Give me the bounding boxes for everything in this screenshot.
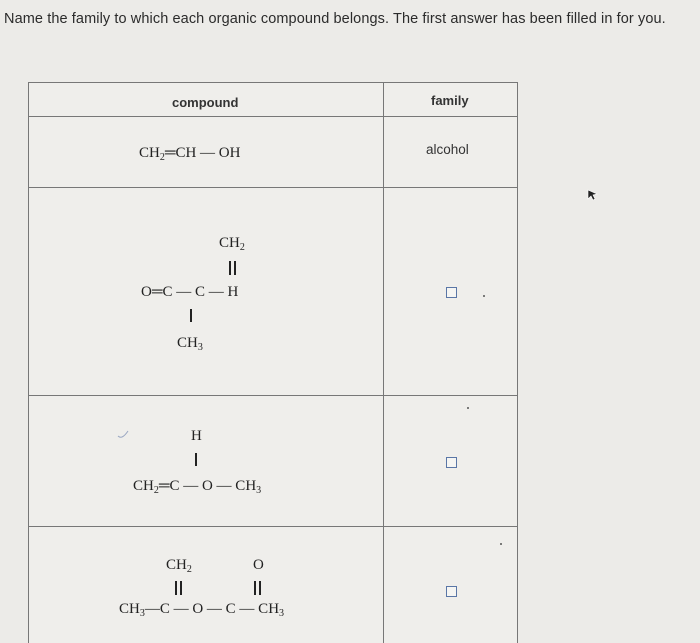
family-answer-box[interactable]	[446, 287, 457, 298]
compound-formula-top: $CH_2$	[219, 235, 245, 253]
mouse-cursor-icon	[586, 188, 600, 202]
pencil-mark	[117, 428, 131, 442]
family-answer: alcohol	[426, 142, 469, 157]
row-divider	[29, 116, 517, 117]
family-answer-box[interactable]	[446, 457, 457, 468]
single-bond	[190, 309, 192, 322]
family-answer-box[interactable]	[446, 586, 457, 597]
compound-formula-main: $CH_3—C$ — O — C — $CH_3$	[119, 601, 285, 619]
double-bond	[175, 581, 177, 595]
speck	[467, 407, 469, 409]
compound-formula-main: O═C — C — H	[141, 284, 239, 300]
single-bond	[195, 453, 197, 466]
column-divider	[383, 83, 384, 643]
speck	[483, 295, 485, 297]
double-bond	[254, 581, 256, 595]
compound-formula-main: $CH_2═C$ — O — $CH_3$	[133, 478, 262, 496]
compound-header: compound	[172, 95, 239, 110]
double-bond	[259, 581, 261, 595]
compound-formula-top-left: $CH_2$	[166, 557, 192, 575]
row-divider	[29, 526, 517, 527]
speck	[500, 543, 502, 545]
double-bond	[229, 261, 231, 275]
compound-formula: $CH_2═CH$ — OH	[139, 145, 241, 163]
double-bond	[234, 261, 236, 275]
compound-family-table	[28, 82, 518, 643]
question-text: Name the family to which each organic compound belongs. The first answer has been filled in for you.	[4, 11, 666, 27]
compound-formula-top: H	[191, 428, 202, 444]
row-divider	[29, 395, 517, 396]
compound-formula-bottom: $CH_3$	[177, 335, 203, 353]
double-bond	[180, 581, 182, 595]
family-header: family	[431, 93, 469, 108]
compound-formula-top-right: O	[253, 557, 264, 573]
row-divider	[29, 187, 517, 188]
